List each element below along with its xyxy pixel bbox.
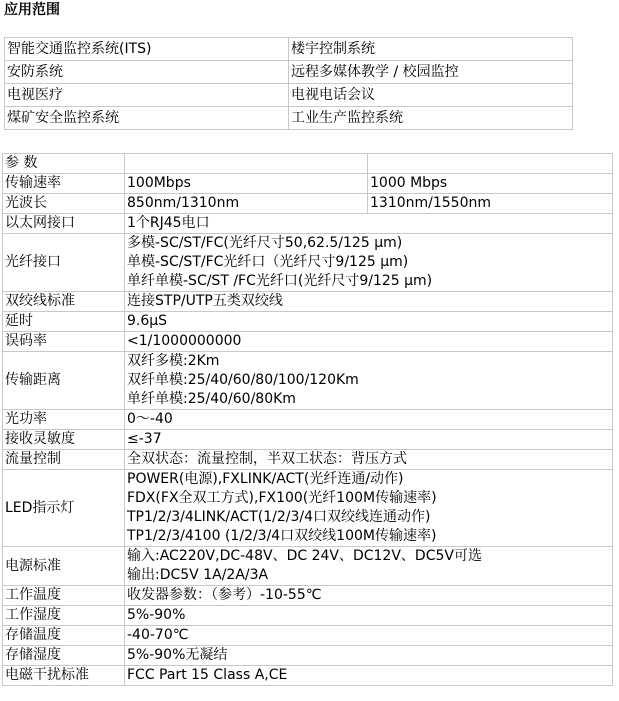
spec-label: 工作湿度 <box>3 606 125 626</box>
table-row <box>5 107 573 130</box>
spec-value: 9.6μS <box>125 312 613 332</box>
table-row <box>3 352 613 410</box>
table-row <box>3 292 613 312</box>
spec-label: 工作温度 <box>3 586 125 606</box>
spec-line: FDX(FX全双工方式),FX100(光纤100M传输速率) <box>127 490 437 506</box>
table-row <box>3 410 613 430</box>
spec-header-col2 <box>368 154 613 174</box>
application-cell: 电视医疗 <box>5 84 289 107</box>
spec-label: 光波长 <box>3 194 125 214</box>
section-title: 应用范围 <box>4 2 60 18</box>
application-cell: 智能交通监控系统(ITS) <box>5 38 289 61</box>
spec-line: 多模-SC/ST/FC(光纤尺寸50,62.5/125 μm) <box>127 235 403 251</box>
spec-label: 存储湿度 <box>3 646 125 666</box>
spec-value: FCC Part 15 Class A,CE <box>125 666 613 686</box>
table-row <box>5 84 573 107</box>
spec-line: 单模-SC/ST/FC光纤口（光纤尺寸9/125 μm) <box>127 254 409 270</box>
spec-value: 1310nm/1550nm <box>368 194 613 214</box>
application-cell: 煤矿安全监控系统 <box>5 107 289 130</box>
table-row <box>3 312 613 332</box>
table-row <box>3 234 613 292</box>
application-cell: 电视电话会议 <box>289 84 573 107</box>
spec-label: 传输速率 <box>3 174 125 194</box>
spec-label: LED指示灯 <box>3 470 125 547</box>
table-row <box>3 666 613 686</box>
spec-line: 输出:DC5V 1A/2A/3A <box>127 567 269 583</box>
spec-label: 流量控制 <box>3 450 125 470</box>
spec-label: 参 数 <box>3 154 125 174</box>
table-row <box>3 626 613 646</box>
spec-line: 双纤多模:2Km <box>127 353 220 369</box>
table-row <box>5 38 573 61</box>
table-row <box>3 174 613 194</box>
spec-value-multiline <box>125 470 613 547</box>
table-row <box>3 154 613 174</box>
spec-line: 双纤单模:25/40/60/80/100/120Km <box>127 372 359 388</box>
spec-label: 电源标准 <box>3 547 125 586</box>
spec-label: 光纤接口 <box>3 234 125 292</box>
spec-line: TP1/2/3/4LINK/ACT(1/2/3/4口双绞线连通动作) <box>127 509 431 525</box>
spec-value-multiline <box>125 234 613 292</box>
table-row <box>3 606 613 626</box>
spec-line: 单纤单模-SC/ST /FC光纤口(光纤尺寸9/125 μm) <box>127 273 433 289</box>
application-cell: 楼宇控制系统 <box>289 38 573 61</box>
application-cell: 远程多媒体教学 / 校园监控 <box>289 61 573 84</box>
table-row <box>3 646 613 666</box>
spec-value-multiline <box>125 352 613 410</box>
spec-value: 1个RJ45电口 <box>125 214 613 234</box>
spec-line: TP1/2/3/4100 (1/2/3/4口双绞线100M传输速率) <box>127 528 437 544</box>
spec-label: 接收灵敏度 <box>3 430 125 450</box>
spec-label: 误码率 <box>3 332 125 352</box>
spec-header-col1 <box>125 154 368 174</box>
application-cell: 工业生产监控系统 <box>289 107 573 130</box>
spec-value: 0～-40 <box>125 410 613 430</box>
spec-value: 5%-90%无凝结 <box>125 646 613 666</box>
spec-value: 5%-90% <box>125 606 613 626</box>
table-row <box>3 586 613 606</box>
spec-value: -40-70℃ <box>125 626 613 646</box>
table-row <box>3 214 613 234</box>
table-row <box>3 547 613 586</box>
spec-value: 1000 Mbps <box>368 174 613 194</box>
spec-value-multiline <box>125 547 613 586</box>
spec-line: 输入:AC220V,DC-48V、DC 24V、DC12V、DC5V可选 <box>127 548 482 564</box>
spec-label: 存储温度 <box>3 626 125 646</box>
spec-line: 单纤单模:25/40/60/80Km <box>127 391 296 407</box>
spec-label: 以太网接口 <box>3 214 125 234</box>
spec-label: 电磁干扰标准 <box>3 666 125 686</box>
table-row <box>3 450 613 470</box>
spec-value: ≤-37 <box>125 430 613 450</box>
spec-value: 100Mbps <box>125 174 368 194</box>
spec-label: 延时 <box>3 312 125 332</box>
spec-value: 收发器参数：（参考）-10-55℃ <box>125 586 613 606</box>
spec-label: 光功率 <box>3 410 125 430</box>
table-row <box>3 470 613 547</box>
spec-label: 传输距离 <box>3 352 125 410</box>
spec-line: POWER(电源),FXLINK/ACT(光纤连通/动作) <box>127 471 404 487</box>
applications-table <box>4 37 573 130</box>
table-row <box>3 430 613 450</box>
table-row <box>3 332 613 352</box>
spec-value: 850nm/1310nm <box>125 194 368 214</box>
spec-label: 双绞线标准 <box>3 292 125 312</box>
spec-value: 连接STP/UTP五类双绞线 <box>125 292 613 312</box>
application-cell: 安防系统 <box>5 61 289 84</box>
table-row <box>3 194 613 214</box>
specifications-table <box>2 153 613 686</box>
spec-value: <1/1000000000 <box>125 332 613 352</box>
spec-value: 全双状态：流量控制，半双工状态：背压方式 <box>125 450 613 470</box>
table-row <box>5 61 573 84</box>
